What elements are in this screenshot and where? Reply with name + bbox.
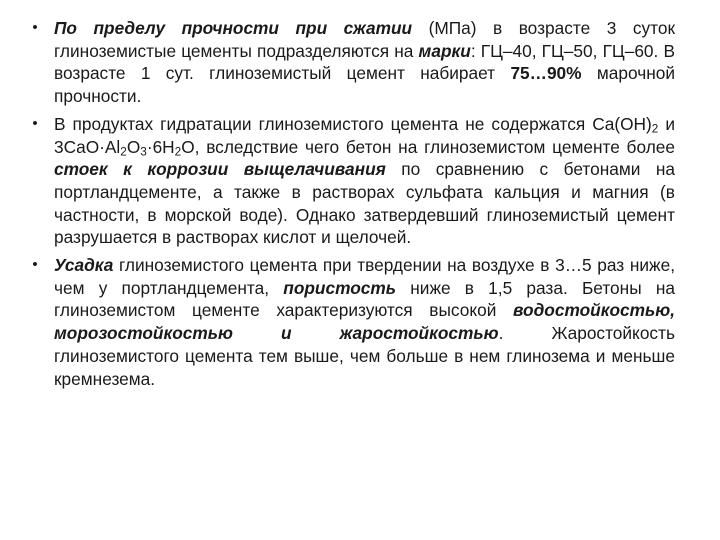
text-segment: и 3CaO·Al xyxy=(54,113,675,157)
subscript: 3 xyxy=(140,145,147,159)
text-segment: (МПа) в возрасте 3 суток глиноземистые цементы подразделяются на xyxy=(54,18,675,61)
text-segment: O, вследствие чего бетон на глиноземистом цементе более xyxy=(181,136,675,157)
list-item xyxy=(27,113,675,249)
text-segment: стоек к коррозии выщелачивания xyxy=(54,159,386,180)
text-segment: По пределу прочности при сжатии xyxy=(54,18,413,38)
text-segment: марочной прочности. xyxy=(54,63,676,107)
text-segment: по сравнению с бетонами на портландцементе, а также в растворах сульфата кальция и магния (в частности, в морской воде). Однако затвердевший глиноземистый цемент разрушается в растворах кислот и щелочей. xyxy=(54,159,676,248)
bullet-list xyxy=(27,17,675,395)
subscript: 2 xyxy=(651,122,659,136)
subscript: 2 xyxy=(120,145,127,159)
bullet-icon: • xyxy=(32,114,38,132)
text-segment: Усадка xyxy=(54,255,114,276)
subscript: 2 xyxy=(174,145,182,159)
bullet-icon: • xyxy=(32,19,38,36)
text-segment: . Жаростойкость глиноземистого цемента тем выше, чем больше в нем глинозема и меньше кремнезема. xyxy=(54,323,675,389)
text-segment: ·6H xyxy=(146,136,175,157)
text-segment: O xyxy=(126,136,141,157)
list-item xyxy=(27,17,675,108)
text-segment: пористость xyxy=(283,277,397,298)
text-segment: 75…90% xyxy=(510,63,582,84)
list-item xyxy=(27,254,675,390)
text-segment: ниже в 1,5 раза. Бетоны на глиноземистом цементе характеризуются высокой xyxy=(54,277,675,321)
text-segment: водостойкостью, морозостойкостью и жаростойкостью xyxy=(54,300,675,344)
bullet-icon: • xyxy=(32,256,38,274)
text-segment: марки xyxy=(418,40,471,61)
text-segment: В продуктах гидратации глиноземистого цемента не содержатся Ca(OH) xyxy=(54,113,652,134)
text-segment: глиноземистого цемента при твердении на воздухе в 3…5 раз ниже, чем у портландцемента, xyxy=(54,255,675,298)
text-segment: : ГЦ–40, ГЦ–50, ГЦ–60. В возрасте 1 сут. глиноземистый цемент набирает xyxy=(54,40,675,84)
